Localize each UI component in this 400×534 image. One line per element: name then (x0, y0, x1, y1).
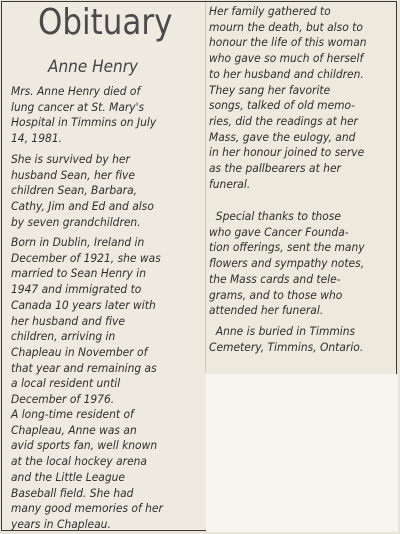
paragraph-death: Mrs. Anne Henry died of lung cancer at St. Mary's Hospital in Timmins on July 14, 1981. (11, 84, 157, 146)
paragraph-chapleau: A long-time resident of Chapleau, Anne was an avid sports fan, well known at the local hockey arena and the Little League Baseball field. She had many good memories of her years in Chapleau. (11, 407, 163, 531)
paragraph-survivors: She is survived by her husband Sean, her five children Sean, Barbara, Cathy, Jim and Ed and also by seven grandchildren. (11, 152, 154, 229)
obituary-clipping (1, 1, 397, 531)
paragraph-thanks: Special thanks to those who gave Cancer Founda- tion offerings, sent the many flowers and sympathy notes, the Mass cards and tele- grams, and to those who attended her funeral. (209, 209, 365, 318)
deceased-name: Anne Henry (48, 57, 139, 77)
paragraph-family: Her family gathered to mourn the death, but also to honour the life of this woman who gave so much of herself to her husband and children. They sang her favorite songs, talked of old memo- ries, did the readings at her Mass, gave the eulogy, and in her honour joined to serve as the pallbearers at her funeral. (209, 4, 367, 191)
paragraph-biography: Born in Dublin, Ireland in December of 1921, she was married to Sean Henry in 1947 and immigrated to Canada 10 years later with her husband and five children, arriving in Chapleau in November of that year and remaining as a local resident until December of 1976. (11, 235, 161, 407)
blank-area (206, 374, 398, 532)
paragraph-burial: Anne is buried in Timmins Cemetery, Timmins, Ontario. (209, 324, 364, 354)
obituary-title: Obituary (38, 2, 173, 43)
